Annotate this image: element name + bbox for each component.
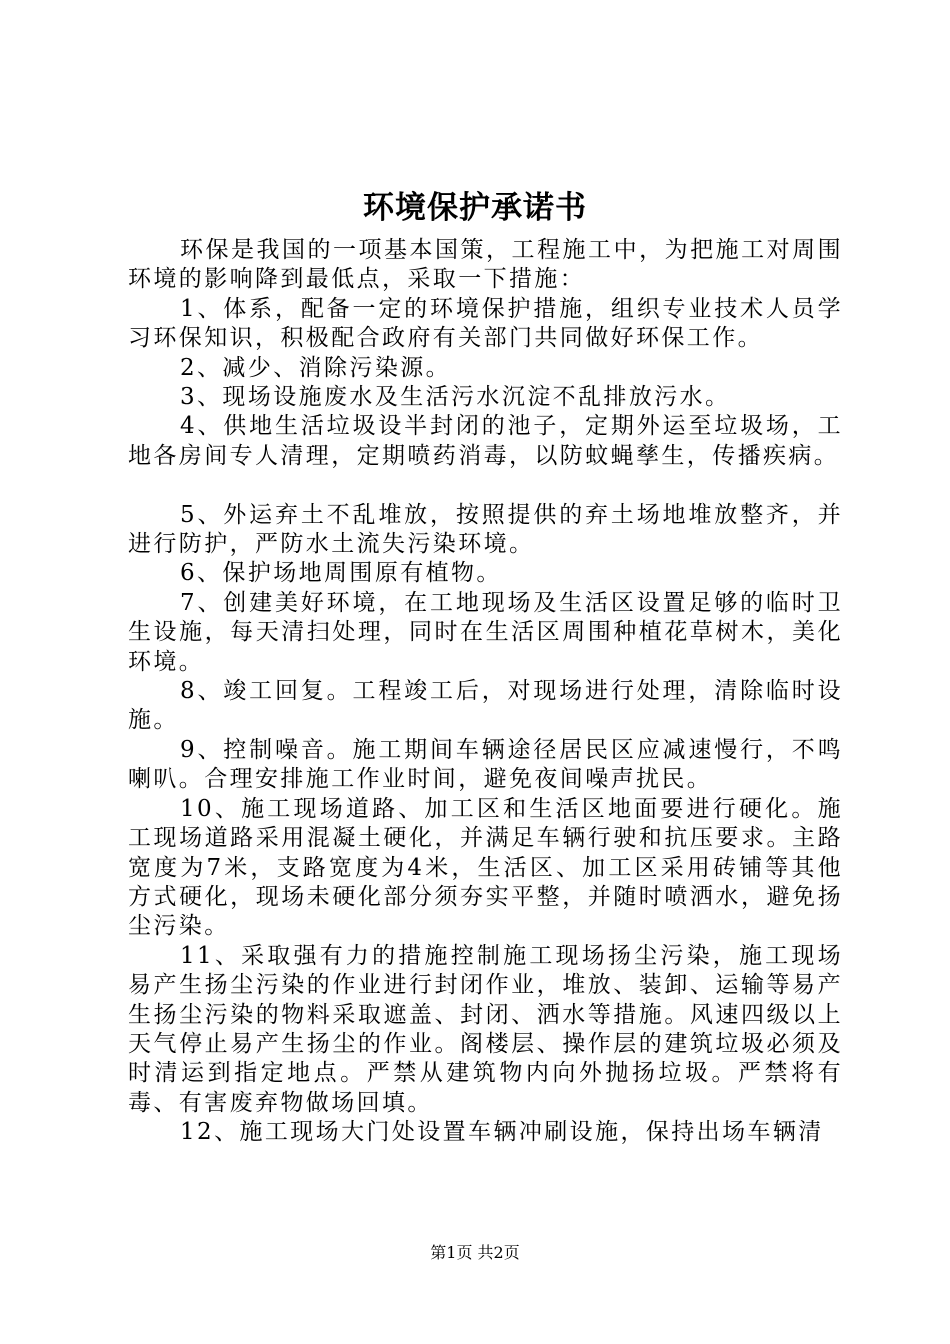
document-title: 环境保护承诺书 [363,190,587,226]
intro-paragraph: 环保是我国的一项基本国策，工程施工中，为把施工对周围环境的影响降到最低点，采取一下措施： [128,237,843,293]
item-9: 9、控制噪音。施工期间车辆途径居民区应减速慢行，不鸣喇叭。合理安排施工作业时间，避免夜间噪声扰民。 [128,736,843,793]
item-10: 10、施工现场道路、加工区和生活区地面要进行硬化。施工现场道路采用混凝土硬化，并满足车辆行驶和抗压要求。主路宽度为7米，支路宽度为4米，生活区、加工区采用砖铺等其他方式硬化，现场未硬化部分须夯实平整，并随时喷洒水，避免扬尘污染。 [128,795,843,940]
blank-line [128,471,843,500]
item-1: 1、体系，配备一定的环境保护措施，组织专业技术人员学习环保知识，积极配合政府有关部门共同做好环保工作。 [128,295,843,352]
item-4: 4、供地生活垃圾设半封闭的池子，定期外运至垃圾场，工地各房间专人清理，定期喷药消毒，以防蚊蝇孳生，传播疾病。 [128,413,843,469]
item-6: 6、保护场地周围原有植物。 [180,560,502,587]
item-2: 2、减少、消除污染源。 [180,354,452,381]
item-5: 5、外运弃土不乱堆放，按照提供的弃土场地堆放整齐，并进行防护，严防水土流失污染环境。 [128,501,843,558]
item-8: 8、竣工回复。工程竣工后，对现场进行处理，清除临时设施。 [128,678,843,734]
item-11: 11、采取强有力的措施控制施工现场扬尘污染，施工现场易产生扬尘污染的作业进行封闭作业，堆放、装卸、运输等易产生扬尘污染的物料采取遮盖、封闭、洒水等措施。风速四级以上天气停止易产生扬尘的作业。阁楼层、操作层的建筑垃圾必须及时清运到指定地点。严禁从建筑物内向外抛扬垃圾。严禁将有毒、有害废弃物做场回填。 [128,942,843,1116]
item-7: 7、创建美好环境，在工地现场及生活区设置足够的临时卫生设施，每天清扫处理，同时在生活区周围种植花草树木，美化环境。 [128,589,843,675]
item-12: 12、施工现场大门处设置车辆冲刷设施，保持出场车辆清 [180,1119,824,1146]
item-3: 3、现场设施废水及生活污水沉淀不乱排放污水。 [180,384,731,411]
page-number-footer: 第1页 共2页 [430,1243,520,1262]
document-body [128,236,843,1148]
